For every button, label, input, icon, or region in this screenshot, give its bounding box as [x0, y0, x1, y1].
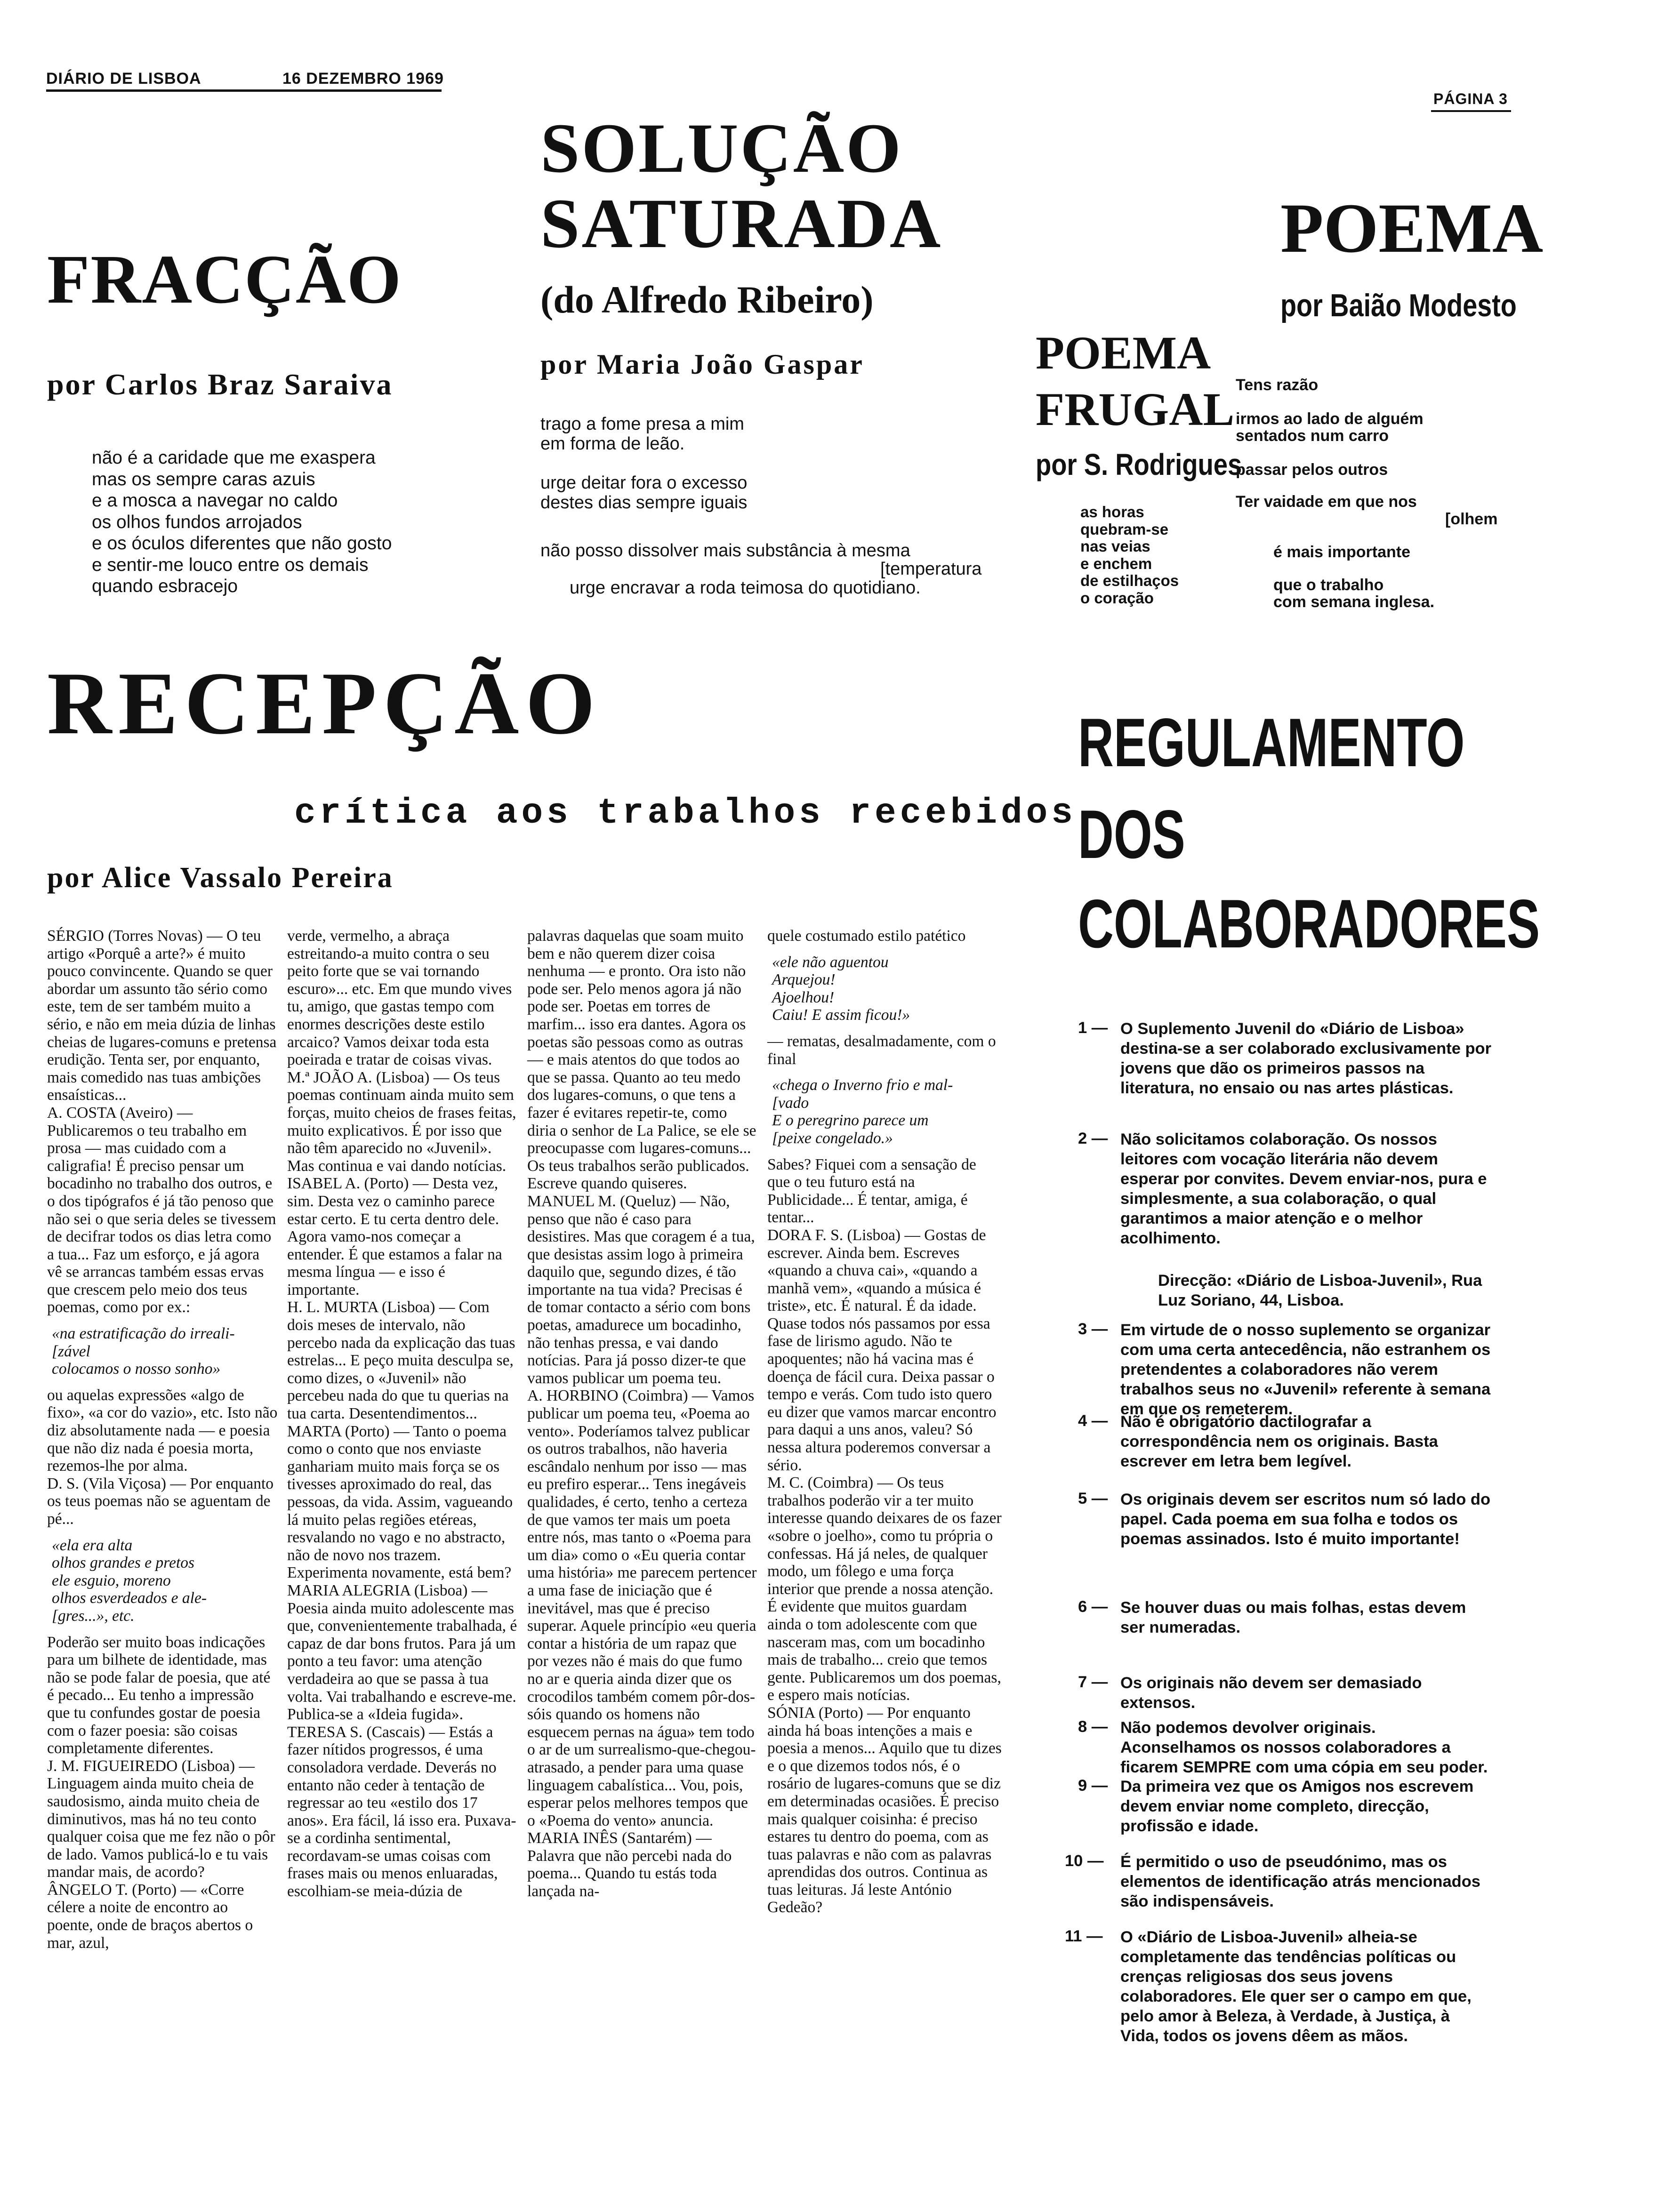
poema-title: POEMA: [1280, 189, 1544, 267]
poema-line-2: irmos ao lado de alguém sentados num carro: [1236, 410, 1424, 445]
issue-date: 16 DEZEMBRO 1969: [282, 70, 444, 88]
frugal-title-line2: FRUGAL: [1036, 383, 1235, 435]
regulamento-item-number: 11 —: [1065, 1927, 1103, 1945]
recepcao-col4-text-b: — rematas, desalmadamente, com o final: [767, 1032, 1000, 1068]
page-number-rule: [1431, 110, 1511, 112]
solucao-stanza-3-line3: urge encravar a roda teimosa do quotidiano.: [570, 578, 921, 598]
recepcao-col4-quote-2: «chega o Inverno frio e mal- [vado E o peregrino parece um [peixe congelado.»: [772, 1076, 953, 1147]
solucao-title-line1: SOLUÇÃO: [540, 109, 903, 187]
regulamento-item-text: Os originais não devem ser demasiado extensos.: [1120, 1674, 1422, 1712]
recepcao-col1-text-b: ou aquelas expressões «algo de fixo», «a cor do vazio», etc. Isto não diz absolutamente nada — e poesia que não diz nada é poesia morta, rezemos-lhe por alma. D. S. (Vila Viçosa) — Por enquanto os teus poemas não se aguentam de pé...: [47, 1386, 278, 1528]
recepcao-col1-quote-1: «na estratificação do irreali- [zável colocamos o nosso sonho»: [52, 1325, 235, 1378]
regulamento-item-text: O «Diário de Lisboa-Juvenil» alheia-se completamente das tendências políticas ou crenças religiosas dos seus jovens colaboradores. Ele quer ser o campo em que, pelo amor à Beleza, à Verdade, à Justiça, à Vida, todos os jovens dêem as mãos.: [1120, 1928, 1472, 2045]
solucao-stanza-3-line2: [temperatura: [880, 559, 982, 579]
regulamento-item-text: Não é obrigatório dactilografar a correspondência nem os originais. Basta escrever em letra bem legível.: [1120, 1413, 1438, 1470]
poema-line-3: passar pelos outros: [1236, 461, 1388, 479]
recepcao-col4-quote-1: «ele não aguentou Arquejou! Ajoelhou! Caiu! E assim ficou!»: [772, 953, 910, 1024]
page-number: PÁGINA 3: [1433, 90, 1508, 107]
regulamento-item-text: Não podemos devolver originais. Aconselhamos os nossos colaboradores a ficarem SEMPRE com uma cópia em seu poder.: [1120, 1719, 1488, 1776]
poema-line-1: Tens razão: [1236, 376, 1319, 394]
regulamento-address: Direcção: «Diário de Lisboa-Juvenil», Rua Luz Soriano, 44, Lisboa.: [1158, 1272, 1482, 1309]
recepcao-column-1: [47, 927, 278, 1952]
recepcao-col1-text-c: Poderão ser muito boas indicações para um bilhete de identidade, mas não se pode falar de poesia, que até é pecado... Eu tenho a impressão que tu confundes gostar de poesia com o fazer poesia: são coisas completamente diferentes. J. M. FIGUEIREDO (Lisboa) — Linguagem ainda muito cheia de saudosismo, ainda muito cheia de diminutivos, mas há no teu conto qualquer coisa que me fez não o pôr de lado. Vamos publicá-lo e tu vais mandar mais, de acordo? ÂNGELO T. (Porto) — «Corre célere a noite de encontro ao poente, onde de braços abertos o mar, azul,: [47, 1633, 275, 1952]
poema-line-4a: Ter vaidade em que nos: [1236, 493, 1417, 511]
regulamento-item-number: 4 —: [1078, 1412, 1108, 1430]
regulamento-item-number: 2 —: [1078, 1130, 1108, 1147]
regulamento-item-text: Em virtude de o nosso suplemento se organizar com uma certa antecedência, não estranhem os pretendentes a colaboradores não verem trabalhos seus no «Juvenil» referente à semana em que os remeterem.: [1120, 1321, 1491, 1418]
frugal-title-line1: POEMA: [1036, 327, 1211, 379]
recepcao-title: RECEPÇÃO: [47, 654, 602, 753]
frugal-byline: por S. Rodrigues: [1036, 448, 1242, 481]
regulamento-item-text: Não solicitamos colaboração. Os nossos leitores com vocação literária não devem esperar por convites. Devem enviar-nos, pura e simplesmente, a sua colaboração, o qual garantimos a maior atenção e o melhor acolhimento.: [1120, 1130, 1487, 1247]
recepcao-byline: por Alice Vassalo Pereira: [47, 862, 394, 894]
regulamento-item-text: Os originais devem ser escritos num só lado do papel. Cada poema em sua folha e todos os poemas assinados. Isto é muito importante!: [1120, 1491, 1491, 1548]
solucao-subtitle: (do Alfredo Ribeiro): [540, 278, 874, 321]
recepcao-col2-text: verde, vermelho, a abraça estreitando-a muito contra o seu peito forte que se vai tornando escuro»... etc. Em que mundo vives tu, amigo, que gastas tempo com enormes descrições deste estilo arcaico? Vamos deixar toda esta poeirada e tratar de coisas vivas. M.ª JOÃO A. (Lisboa) — Os teus poemas continuam ainda muito sem forças, muito cheios de frases feitas, muito explicativos. É por isso que não têm aparecido no «Juvenil». Mas continua e vai dando notícias. ISABEL A. (Porto) — Desta vez, sim. Desta vez o caminho parece estar certo. E tu certa dentro dele. Agora vamo-nos começar a entender. É que estamos a falar na mesma língua — e isso é importante. H. L. MURTA (Lisboa) — Com dois meses de intervalo, não percebo nada da explicação das tuas estrelas... E peço muita desculpa se, como dizes, o «Juvenil» não percebeu nada do que tu querias na tua carta. Desentendimentos... MARTA (Porto) — Tanto o poema como o conto que nos enviaste ganhariam muito mais força se os tivesses aproximado do real, das pessoas, da vida. Assim, vagueando lá muito pelas regiões etéreas, resvalando no vago e no abstracto, não de novo nos trazem. Experimenta novamente, está bem? MARIA ALEGRIA (Lisboa) — Poesia ainda muito adolescente mas que, convenientemente trabalhada, é capaz de dar bons frutos. Para já um ponto a teu favor: uma atenção verdadeira ao que se passa à tua volta. Vai trabalhando e escreve-me. Publica-se a «Ideia fugida». TERESA S. (Cascais) — Estás a fazer nítidos progressos, é uma consoladora verdade. Deverás no entanto não ceder à tentação de regressar ao teu «estilo dos 17 anos». Era fácil, lá isso era. Puxava-se a cordinha sentimental, recordavam-se umas coisas com frases mais ou menos enluaradas, escolhiam-se meia-dúzia de: [287, 927, 517, 1900]
recepcao-column-3: [527, 927, 758, 1900]
poema-line-6: que o trabalho com semana inglesa.: [1273, 576, 1435, 611]
regulamento-item-text: É permitido o uso de pseudónimo, mas os elementos de identificação atrás mencionados são indispensáveis.: [1120, 1853, 1480, 1910]
solucao-stanza-3-line1: não posso dissolver mais substância à mesma: [540, 541, 910, 561]
fraccao-byline: por Carlos Braz Saraiva: [47, 368, 393, 401]
poema-line-4b: [olhem: [1445, 510, 1498, 528]
regulamento-item-number: 10 —: [1065, 1852, 1104, 1870]
solucao-stanza-1: trago a fome presa a mim em forma de leão.: [540, 414, 744, 454]
recepcao-column-4: [767, 927, 1003, 1916]
regulamento-item-number: 6 —: [1078, 1598, 1108, 1616]
poema-byline: por Baião Modesto: [1280, 288, 1517, 323]
regulamento-item-number: 5 —: [1078, 1490, 1108, 1507]
regulamento-item-number: 9 —: [1078, 1777, 1108, 1795]
regulamento-item-number: 7 —: [1078, 1673, 1108, 1691]
recepcao-column-2: [287, 927, 518, 1900]
recepcao-subtitle: crítica aos trabalhos recebidos: [294, 793, 1077, 834]
frugal-poem: as horas quebram-se nas veias e enchem de estilhaços o coração: [1080, 503, 1179, 607]
regulamento-item-number: 1 —: [1078, 1019, 1108, 1037]
regulamento-item-text: Se houver duas ou mais folhas, estas devem ser numeradas.: [1120, 1599, 1466, 1636]
recepcao-col4-text-c: Sabes? Fiquei com a sensação de que o teu futuro está na Publicidade... É tentar, amiga, é tentar... DORA F. S. (Lisboa) — Gostas de escrever. Ainda bem. Escreves «quando a chuva cai», «quando a manhã vem», «quando a música é triste», etc. É natural. É da idade. Quase todos nós passamos por essa fase de lirismo agudo. Não te apoquentes; não há vacina mas é doença de fácil cura. Deixa passar o tempo e verás. Com tudo isto quero eu dizer que vamos marcar encontro para daqui a uns anos, valeu? Só nessa altura poderemos conversar a sério. M. C. (Coimbra) — Os teus trabalhos poderão vir a ter muito interesse quando deixares de os fazer «sobre o joelho», como tu própria o confessas. Há já neles, de qualquer modo, um fôlego e uma força interior que prende a nossa atenção. É evidente que muitos guardam ainda o tom adolescente com que nasceram mas, com um bocadinho mais de trabalho... creio que temos gente. Publicaremos um dos poemas, e espero mais notícias. SÓNIA (Porto) — Por enquanto ainda há boas intenções a mais e poesia a menos... Aquilo que tu dizes e o que dizemos todos nós, é o rosário de lugares-comuns que se diz em determinadas ocasiões. É preciso mais qualquer coisinha: é preciso estares tu dentro do poema, com as tuas palavras e não com as palavras aprendidas dos outros. Continua as tuas leituras. Já leste António Gedeão?: [767, 1155, 1002, 1916]
solucao-byline: por Maria João Gaspar: [540, 349, 864, 380]
regulamento-item-text: O Suplemento Juvenil do «Diário de Lisboa» destina-se a ser colaborado exclusivamente por jovens que dão os primeiros passos na literatura, no ensaio ou nas artes plásticas.: [1120, 1020, 1492, 1097]
recepcao-col4-text-a: quele costumado estilo patético: [767, 927, 966, 945]
regulamento-item-number: 8 —: [1078, 1718, 1108, 1736]
newspaper-name: DIÁRIO DE LISBOA: [46, 70, 201, 88]
fraccao-title: FRACÇÃO: [47, 241, 402, 318]
fraccao-poem: não é a caridade que me exaspera mas os sempre caras azuis e a mosca a navegar no caldo os olhos fundos arrojados e os óculos diferentes que não gosto e sentir-me louco entre os demais quando esbracejo: [92, 448, 392, 596]
recepcao-col1-quote-2: «ela era alta olhos grandes e pretos ele esguio, moreno olhos esverdeados e ale- [gres...», etc.: [52, 1536, 207, 1625]
regulamento-title-line2: DOS: [1078, 796, 1185, 873]
regulamento-item-text: Da primeira vez que os Amigos nos escrevem devem enviar nome completo, direcção, profissão e idade.: [1120, 1778, 1474, 1835]
header-rule: [46, 89, 442, 92]
recepcao-col1-text-a: SÉRGIO (Torres Novas) — O teu artigo «Porquê a arte?» é muito pouco convincente. Quando se quer abordar um assunto tão sério como este, tem de ser também muito a sério, e não em meia dúzia de linhas cheias de lugares-comuns e pretensa erudição. Tenta ser, por enquanto, mais comedido nas tuas ambições ensaísticas... A. COSTA (Aveiro) — Publicaremos o teu trabalho em prosa — mas cuidado com a caligrafia! É preciso pensar um bocadinho no trabalho dos outros, e o dos tipógrafos é já tão penoso que não sei o que seria deles se tivessem de decifrar todos os dias letra como a tua... Faz um esforço, e já agora vê se arrancas também essas ervas que crescem pelo meio dos teus poemas, como por ex.:: [47, 927, 277, 1316]
solucao-title-line2: SATURADA: [540, 184, 943, 263]
recepcao-col3-text: palavras daquelas que soam muito bem e não querem dizer coisa nenhuma — e pronto. Ora isto não pode ser. Pelo menos agora já não pode ser. Poetas em torres de marfim... isso era dantes. Agora os poetas são pessoas como as outras — e mais atentos do que todos ao que se passa. Quanto ao teu medo dos lugares-comuns, o que tens a fazer é evitares repetir-te, como diria o senhor de La Palice, se ele se preocupasse com lugares-comuns... Os teus trabalhos serão publicados. Escreve quando quiseres. MANUEL M. (Queluz) — Não, penso que não é caso para desistires. Mas que coragem é a tua, que desistas assim logo à primeira daquilo que, segundo dizes, é tão importante na tua vida? Precisas é de tomar contacto a sério com bons poetas, amadurece um bocadinho, não tenhas pressa, e vai dando notícias. Para já posso dizer-te que vamos publicar um poema teu. A. HORBINO (Coimbra) — Vamos publicar um poema teu, «Poema ao vento». Poderíamos talvez publicar os outros trabalhos, não haveria escândalo nenhum por isso — mas eu prefiro esperar... Tens inegáveis qualidades, é certo, tenho a certeza de que vamos ter mais um poeta entre nós, mas tanto o «Poema para um dia» como o «Eu queria contar uma história» me parecem pertencer a uma fase de iniciação que é inevitável, mas que é preciso superar. Aquele princípio «eu queria contar a história de um rapaz que por vezes não é mais do que fumo no ar e queria ainda dizer que os crocodilos também comem pôr-dos-sóis quando os homens não esquecem pernas na água» tem todo o ar de um surrealismo-que-chegou-atrasado, a pender para uma quase linguagem cabalística... Vou, pois, esperar pelos melhores tempos que o «Poema do vento» anuncia. MARIA INÊS (Santarém) — Palavra que não percebi nada do poema... Quando tu estás toda lançada na-: [527, 927, 757, 1900]
solucao-stanza-2: urge deitar fora o excesso destes dias sempre iguais: [540, 473, 748, 513]
regulamento-title-line1: REGULAMENTO: [1078, 704, 1465, 781]
regulamento-item-number: 3 —: [1078, 1320, 1108, 1338]
poema-line-5: é mais importante: [1273, 543, 1410, 561]
regulamento-title-line3: COLABORADORES: [1078, 885, 1540, 962]
